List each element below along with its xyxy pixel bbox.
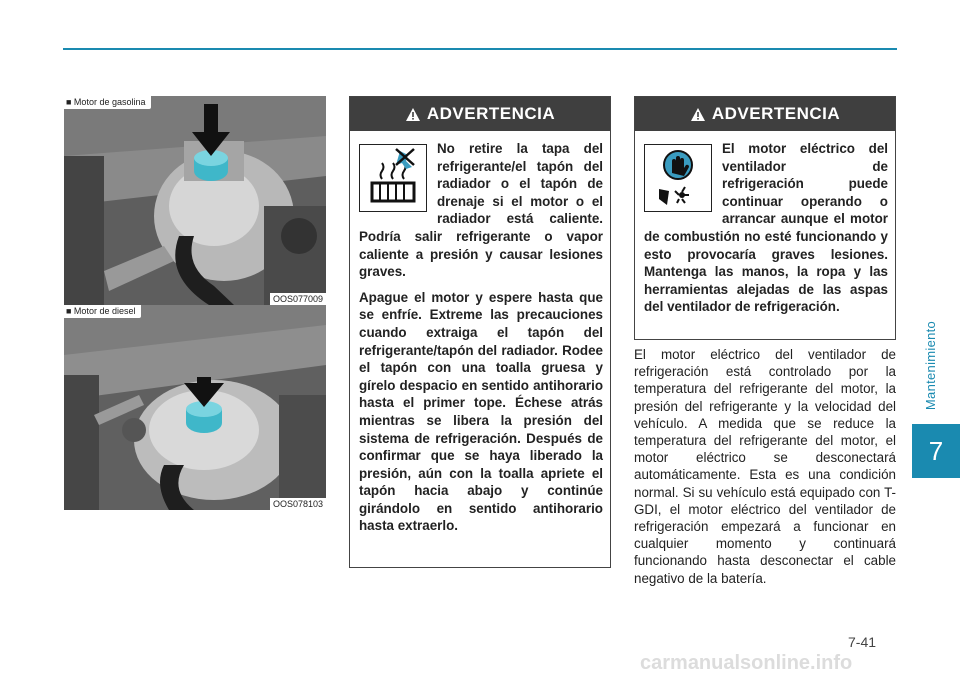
gasoline-engine-photo [64,96,326,305]
warning-triangle-icon [690,107,706,122]
warning-header [635,97,895,131]
section-side-label [906,300,956,430]
warning-paragraph: Apague el motor y espere hasta que se enfríe. Extreme las precauciones cuando extraiga el tapón del refrigerante/tapón del radiador. Rodee el tapón con una toalla gruesa y gírelo despacio en sentido antihorario hasta el primer tope. Échese atrás mientras se libera la presión del sistema de refrigeración. Después de confirmar que se haya liberado la presión, aún con la toalla apriete el tapón hacia abajo y continúe girándolo en sentido antihorario hasta extraerlo. [359,289,603,534]
figure-code: OOS078103 [270,498,326,510]
figure-code: OOS077009 [270,293,326,305]
fan-hand-danger-icon [644,144,712,212]
figure-label: ■ Motor de diesel [64,305,141,318]
watermark: carmanualsonline.info [640,652,853,674]
warning-title: ADVERTENCIA [711,104,841,123]
header-rule [63,48,897,50]
warning-box-fan [634,96,896,340]
gasoline-engine-illustration [64,96,326,305]
figure-label: ■ Motor de gasolina [64,96,151,109]
warning-triangle-icon [405,107,421,122]
warning-box-coolant-cap [349,96,611,568]
chapter-tab: 7 [912,424,960,478]
warning-paragraph: El motor eléctrico del ventilador de refrigeración puede continuar operando o arrancar aunque el motor de combustión no esté funcionando y esto provocaría graves lesiones. Mantenga las manos, la ropa y las herramientas alejadas de las aspas del ventilador de refrigeración. [644,141,888,315]
warning-header [350,97,610,131]
warning-title: ADVERTENCIA [426,104,556,123]
hot-coolant-icon [359,144,427,212]
body-paragraph: El motor eléctrico del ventilador de refrigeración está controlado por la temperatura del refrigerante del motor, la presión del refrigerante y la velocidad del vehículo. A medida que se reduce la temperatura del refrigerante del motor, el motor eléctrico se desconectará automáticamente. Esta es una condición normal. Si su vehículo está equipado con T-GDI, el motor eléctrico del ventilador de refrigeración empezará a funcionar en cualquier momento y continuará funcionando hasta desconectar el cable negativo de la batería. [634,347,896,586]
warning-paragraph: No retire la tapa del refrigerante/el tapón del radiador o el tapón de drenaje si el motor o el radiador está caliente. Podría salir refrigerante o vapor caliente a presión y causar lesiones graves. [359,141,603,280]
section-label-text: Mantenimiento [923,320,939,410]
diesel-engine-illustration [64,305,326,510]
page-number: 7-41 [848,634,877,650]
diesel-engine-photo [64,305,326,510]
